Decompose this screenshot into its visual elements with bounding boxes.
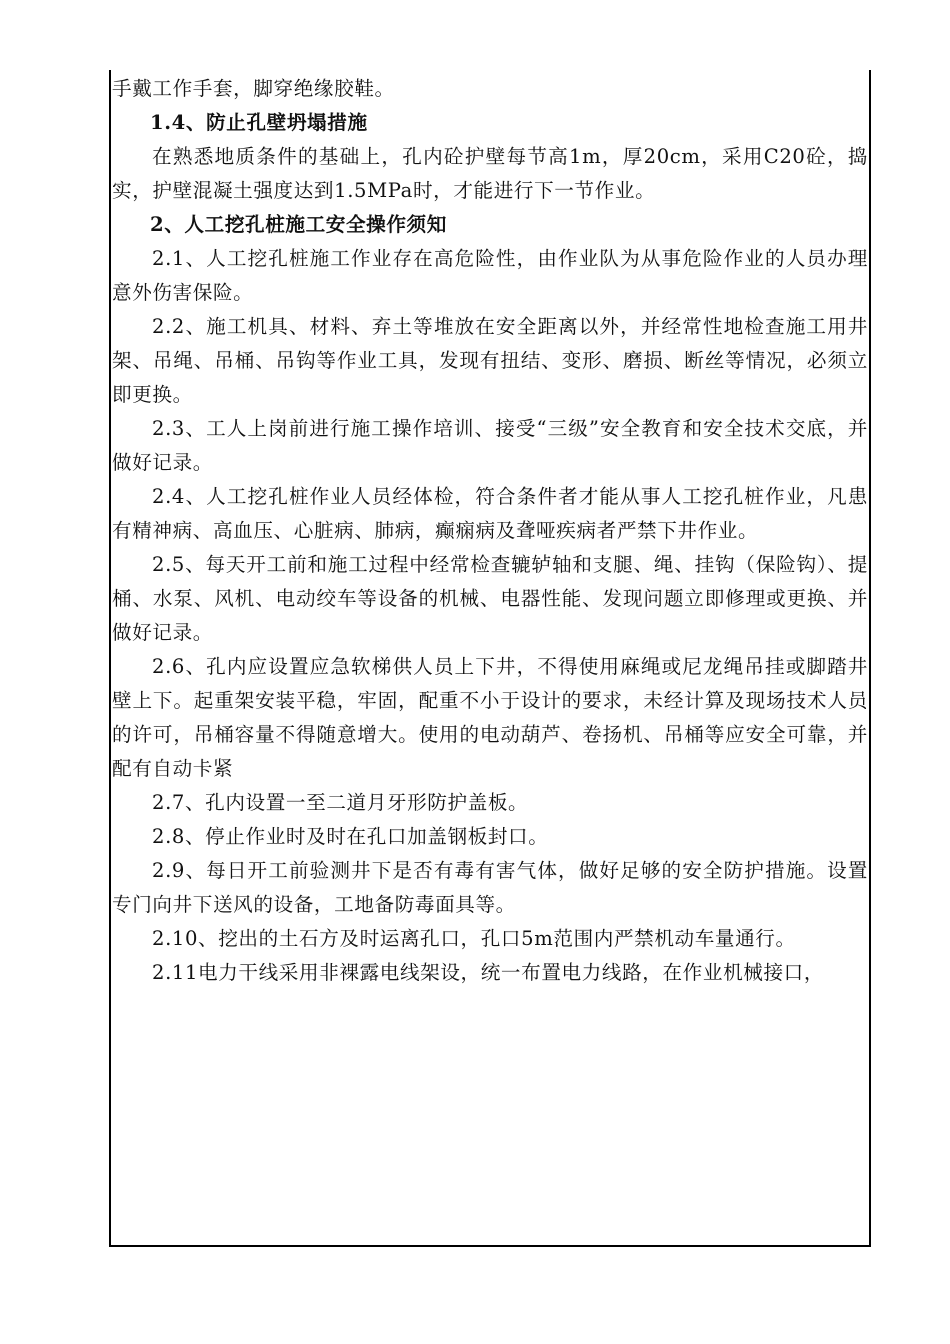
paragraph-2-7: 2.7、孔内设置一至二道月牙形防护盖板。	[152, 791, 529, 814]
paragraph-2-8: 2.8、停止作业时及时在孔口加盖钢板封口。	[152, 825, 549, 848]
paragraph-2-9: 2.9、每日开工前验测井下是否有毒有害气体，做好足够的安全防护措施。设置专门向井下送风的设备，工地备防毒面具等。	[112, 859, 868, 916]
paragraph-1-4-body: 在熟悉地质条件的基础上，孔内砼护壁每节高1m，厚20cm，采用C20砼，捣实，护壁混凝土强度达到1.5MPa时，才能进行下一节作业。	[112, 145, 868, 202]
paragraph-2-6: 2.6、孔内应设置应急软梯供人员上下井，不得使用麻绳或尼龙绳吊挂或脚踏井壁上下。起重架安装平稳，牢固，配重不小于设计的要求，未经计算及现场技术人员的许可，吊桶容量不得随意增大。使用的电动葫芦、卷扬机、吊桶等应安全可靠，并配有自动卡紧	[112, 655, 868, 780]
paragraph-2-3: 2.3、工人上岗前进行施工操作培训、接受“三级”安全教育和安全技术交底，并做好记录。	[112, 417, 868, 474]
paragraph-2-10: 2.10、挖出的土石方及时运离孔口，孔口5m范围内严禁机动车量通行。	[152, 927, 796, 950]
section-heading-1-4: 1.4、防止孔壁坍塌措施	[150, 111, 368, 134]
paragraph-continuation: 手戴工作手套，脚穿绝缘胶鞋。	[112, 77, 395, 100]
paragraph-2-4: 2.4、人工挖孔桩作业人员经体检，符合条件者才能从事人工挖孔桩作业，凡患有精神病、高血压、心脏病、肺病，癫痫病及聋哑疾病者严禁下井作业。	[112, 485, 868, 542]
document-body	[112, 72, 868, 990]
paragraph-2-2: 2.2、施工机具、材料、弃土等堆放在安全距离以外，并经常性地检查施工用井架、吊绳、吊桶、吊钩等作业工具，发现有扭结、变形、磨损、断丝等情况，必须立即更换。	[112, 315, 868, 406]
paragraph-2-1: 2.1、人工挖孔桩施工作业存在高危险性，由作业队为从事危险作业的人员办理意外伤害保险。	[112, 247, 868, 304]
paragraph-2-11: 2.11电力干线采用非裸露电线架设，统一布置电力线路，在作业机械接口，	[152, 961, 825, 984]
paragraph-2-5: 2.5、每天开工前和施工过程中经常检查辘轳轴和支腿、绳、挂钩（保险钩）、提桶、水泵、风机、电动绞车等设备的机械、电器性能、发现问题立即修理或更换、并做好记录。	[112, 553, 868, 644]
section-heading-2: 2、人工挖孔桩施工安全操作须知	[150, 213, 447, 236]
